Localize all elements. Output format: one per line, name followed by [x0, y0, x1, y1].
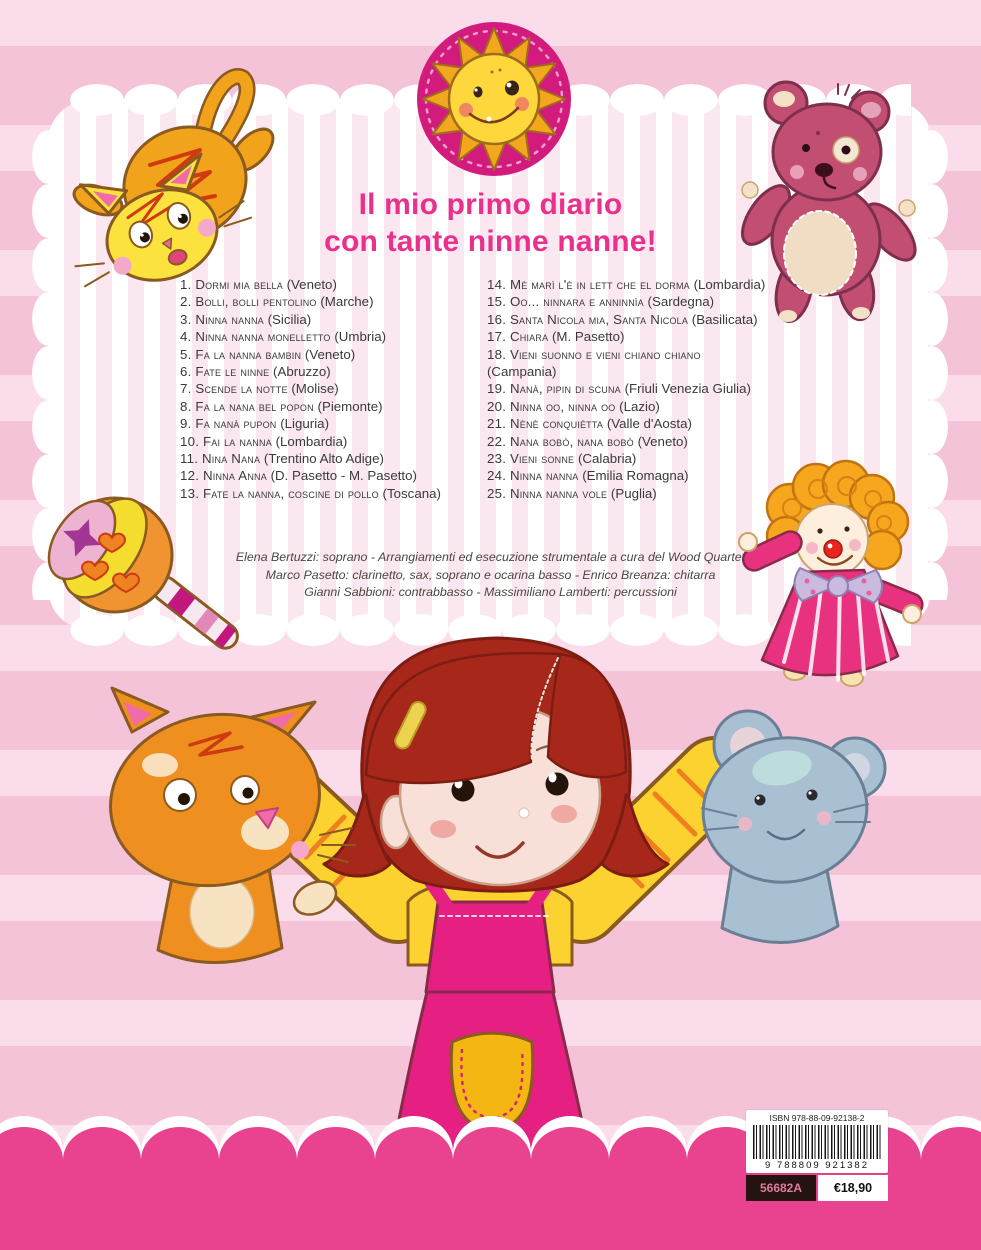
- track-list-left: [180, 276, 441, 502]
- title-line-1: Il mio primo diario: [358, 188, 623, 221]
- track-item: 5. Fa la nanna bambin (Veneto): [180, 346, 356, 362]
- track-item: 3. Ninna nanna (Sicilia): [180, 311, 312, 327]
- track-item: 12. Ninna Anna (D. Pasetto - M. Pasetto): [180, 468, 417, 484]
- mouse-puppet-icon: [694, 711, 885, 943]
- price-label: €18,90: [818, 1175, 888, 1201]
- track-item: 4. Ninna nanna monelletto (Umbria): [180, 329, 387, 345]
- track-item: 21. Nènè conquiètta (Valle d'Aosta): [487, 416, 692, 432]
- barcode-box: [746, 1110, 888, 1173]
- track-item: 14. Mè marì l'è in lett che el dorma (Lombardia): [487, 277, 766, 292]
- track-item: 20. Ninna oo, ninna oo (Lazio): [487, 398, 660, 414]
- track-item: 18. Vieni suonno e vieni chiano chiano (Campania): [487, 346, 701, 380]
- credits-line: Marco Pasetto: clarinetto, sax, soprano e ocarina basso - Enrico Breanza: chitarra: [265, 567, 716, 582]
- track-item: 11. Nina Nana (Trentino Alto Adige): [180, 451, 384, 467]
- barcode-digits: 9 788809 921382: [765, 1160, 869, 1171]
- barcode-row: [746, 1175, 888, 1201]
- title-line-2: con tante ninne nanne!: [324, 225, 657, 258]
- track-list-right: [487, 276, 823, 502]
- cover-title: [0, 186, 981, 260]
- credits-line: Gianni Sabbioni: contrabbasso - Massimiliano Lamberti: percussioni: [304, 585, 677, 599]
- product-code: 56682A: [746, 1175, 816, 1201]
- track-item: 24. Ninna nanna (Emilia Romagna): [487, 468, 689, 484]
- track-item: 10. Fai la nanna (Lombardia): [180, 433, 348, 449]
- credits-block: [120, 549, 861, 602]
- barcode-bars: [753, 1125, 881, 1159]
- sun-badge-icon: [417, 22, 571, 176]
- track-item: 1. Dormi mia bella (Veneto): [180, 277, 337, 292]
- barcode-block: [746, 1110, 888, 1201]
- track-item: 19. Nanà, pipin di scuna (Friuli Venezia Giulia): [487, 381, 751, 397]
- track-item: 16. Santa Nicola mia, Santa Nicola (Basilicata): [487, 311, 758, 327]
- track-item: 8. Fa la nana bel popon (Piemonte): [180, 398, 383, 414]
- track-item: 9. Fa nanà pupon (Liguria): [180, 416, 329, 432]
- credits-line: Elena Bertuzzi: soprano - Arrangiamenti ed esecuzione strumentale a cura del Wood Quartet: [235, 550, 746, 564]
- track-item: 23. Vieni sonne (Calabria): [487, 451, 637, 467]
- track-item: 25. Ninna nanna vole (Puglia): [487, 485, 657, 501]
- track-item: 15. Oo... ninnara e anninnìa (Sardegna): [487, 294, 715, 310]
- track-item: 17. Chiara (M. Pasetto): [487, 329, 625, 345]
- track-item: 7. Scende la notte (Molise): [180, 381, 339, 397]
- track-item: 6. Fate le ninne (Abruzzo): [180, 364, 331, 380]
- track-item: 13. Fate la nanna, coscine di pollo (Toscana): [180, 485, 441, 501]
- track-item: 22. Nana bobò, nana bobò (Veneto): [487, 433, 688, 449]
- track-item: 2. Bolli, bolli pentolino (Marche): [180, 294, 374, 310]
- isbn-label: ISBN 978-88-09-92138-2: [769, 1113, 865, 1123]
